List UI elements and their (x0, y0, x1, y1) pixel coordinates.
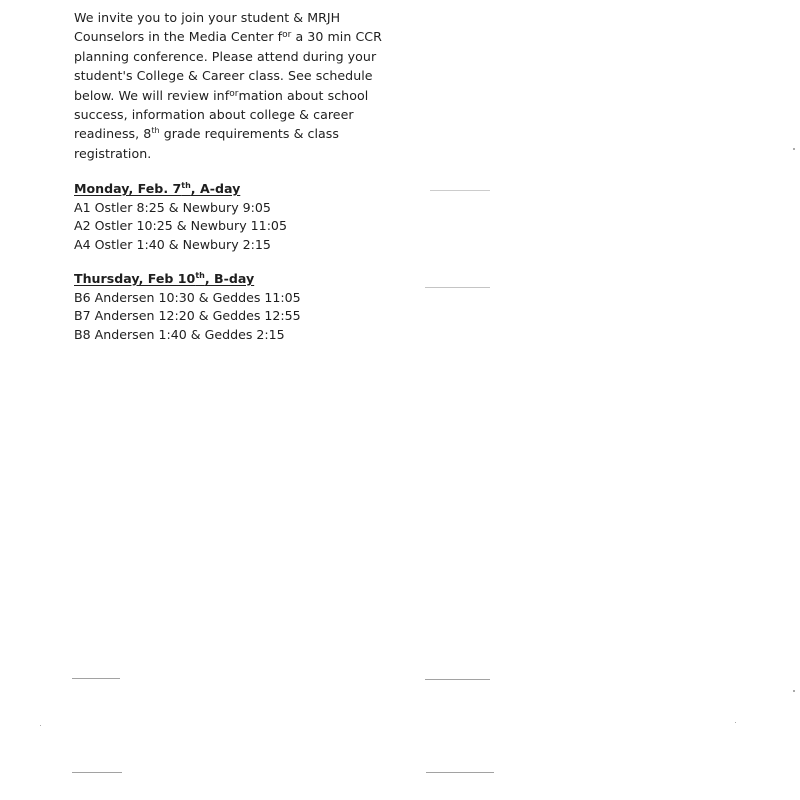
scan-speck (793, 148, 795, 150)
scan-line (425, 287, 490, 288)
intro-text-2: a 30 min CCR planning conference. Please attend during your student's College & Career class. See schedule below. We will review inf (74, 29, 382, 103)
intro-text-4: grade requirements & class registration. (74, 126, 340, 161)
schedule-heading (74, 180, 414, 199)
heading-date: Thursday, Feb 10 (74, 271, 196, 286)
heading-superscript: th (195, 270, 205, 280)
scan-line (72, 772, 122, 773)
scan-speck (793, 690, 795, 692)
schedule-line: A4 Ostler 1:40 & Newbury 2:15 (74, 236, 271, 252)
schedule-line: B8 Andersen 1:40 & Geddes 2:15 (74, 326, 285, 342)
intro-text-3: mation about school success, information about college & career readiness, 8 (74, 87, 369, 142)
schedule-heading (74, 270, 414, 289)
invitation-text (74, 8, 394, 163)
heading-date: Monday, Feb. 7 (74, 181, 182, 196)
intro-or-1: or (282, 30, 292, 41)
schedule-line: B7 Andersen 12:20 & Geddes 12:55 (74, 308, 301, 323)
invitation-paragraph (74, 8, 394, 163)
scan-line (72, 678, 120, 679)
intro-text-1: We invite you to join your student & MRJH Counselors in the Media Center f (74, 10, 341, 45)
heading-superscript: th (181, 180, 191, 190)
scan-line (425, 679, 490, 680)
scan-line (426, 772, 494, 773)
intro-th-superscript: th (151, 126, 160, 136)
scan-speck (735, 722, 736, 723)
intro-or-2: or (229, 88, 239, 99)
scan-speck (40, 725, 41, 726)
schedule-line: A2 Ostler 10:25 & Newbury 11:05 (74, 218, 287, 233)
scan-line (430, 190, 490, 191)
schedule-section-a-day (74, 180, 414, 254)
schedule-line: A1 Ostler 8:25 & Newbury 9:05 (74, 199, 271, 215)
schedule-line: B6 Andersen 10:30 & Geddes 11:05 (74, 289, 301, 305)
schedule-section-b-day (74, 270, 414, 344)
heading-day-type: , A-day (190, 181, 241, 196)
heading-day-type: , B-day (204, 271, 255, 286)
